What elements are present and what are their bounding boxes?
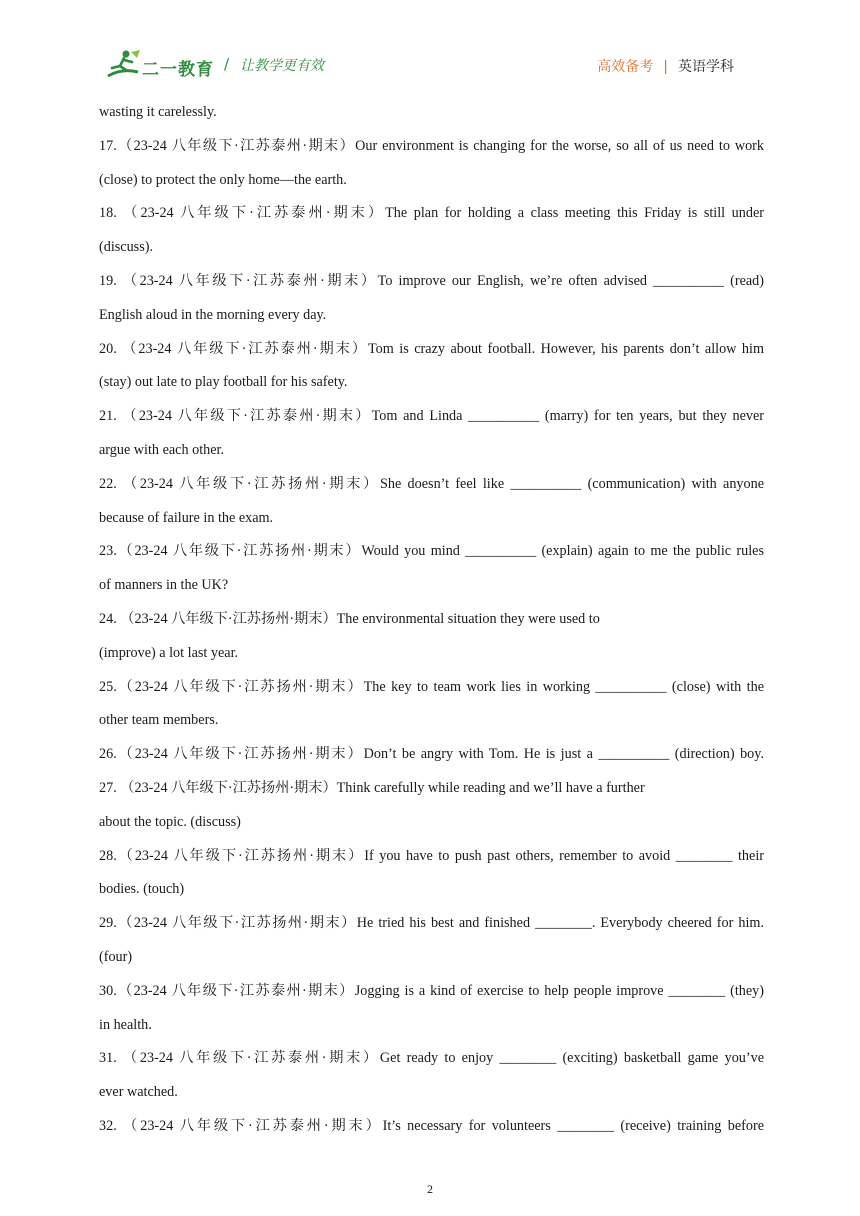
page-number: 2 — [427, 1182, 433, 1196]
text-line: 22. （23-24 八年级下·江苏扬州·期末）She doesn’t feel like __________ (communication) with anyone — [99, 475, 764, 492]
text-line: (improve) a lot last year. — [99, 644, 239, 661]
text-line: 20. （23-24 八年级下·江苏泰州·期末）Tom is crazy about football. However, his parents don’t allow him — [99, 340, 764, 357]
text-line: because of failure in the exam. — [99, 509, 274, 526]
brand-name: 二一教育 — [142, 60, 214, 80]
text-line: 25.（23-24 八年级下·江苏扬州·期末）The key to team work lies in working __________ (close) with the — [99, 678, 764, 695]
page-header — [0, 0, 860, 92]
runner-logo-icon — [104, 48, 144, 82]
header-right — [597, 56, 734, 76]
text-line: 21. （23-24 八年级下·江苏泰州·期末）Tom and Linda __________ (marry) for ten years, but they never — [99, 408, 764, 425]
text-line: (stay) out late to play football for his safety. — [99, 374, 348, 391]
text-line: 31. （23-24 八年级下·江苏泰州·期末）Get ready to enjoy ________ (exciting) basketball game you’ve — [99, 1050, 764, 1067]
text-line: (discuss). — [99, 239, 153, 256]
text-line: 24. （23-24 八年级下·江苏扬州·期末）The environmental situation they were used to — [99, 610, 600, 627]
text-line: 19. （23-24 八年级下·江苏泰州·期末）To improve our English, we’re often advised __________ (read) — [99, 272, 764, 289]
header-slash: / — [224, 55, 230, 73]
brand-slogan: 让教学更有效 — [240, 58, 324, 74]
text-line: of manners in the UK? — [99, 577, 229, 594]
text-line: (close) to protect the only home—the earth. — [99, 171, 347, 188]
text-line: 26.（23-24 八年级下·江苏扬州·期末）Don’t be angry with Tom. He is just a __________ (direction) boy. — [99, 746, 764, 763]
text-line: about the topic. (discuss) — [99, 813, 241, 830]
text-line: in health. — [99, 1016, 152, 1033]
header-tag: 高效备考 — [597, 59, 654, 75]
text-line: 28.（23-24 八年级下·江苏扬州·期末）If you have to push past others, remember to avoid ________ their — [99, 847, 764, 864]
text-line: argue with each other. — [99, 441, 225, 458]
text-line: 30.（23-24 八年级下·江苏泰州·期末）Jogging is a kind of exercise to help people improve ________ (they) — [99, 982, 764, 999]
exercise-list — [99, 96, 764, 1144]
text-line: 29.（23-24 八年级下·江苏扬州·期末）He tried his best and finished ________. Everybody cheered for him. — [99, 915, 764, 932]
header-subject: 英语学科 — [678, 59, 734, 75]
text-line: 27. （23-24 八年级下·江苏扬州·期末）Think carefully while reading and we’ll have a further — [99, 779, 645, 796]
text-line: English aloud in the morning every day. — [99, 306, 327, 323]
text-line: wasting it carelessly. — [99, 104, 217, 120]
text-line: ever watched. — [99, 1084, 178, 1101]
text-line: (four) — [99, 948, 133, 965]
text-line: 32. （23-24 八年级下·江苏泰州·期末）It’s necessary for volunteers ________ (receive) training before — [99, 1117, 764, 1134]
text-line: bodies. (touch) — [99, 881, 185, 898]
header-separator: | — [663, 59, 668, 75]
text-line: 17.（23-24 八年级下·江苏泰州·期末）Our environment is changing for the worse, so all of us need to work — [99, 137, 764, 154]
text-line: 23.（23-24 八年级下·江苏扬州·期末）Would you mind __________ (explain) again to me the public rules — [99, 543, 764, 560]
text-line: other team members. — [99, 712, 219, 729]
text-line: 18. （23-24 八年级下·江苏泰州·期末）The plan for holding a class meeting this Friday is still under — [99, 205, 764, 222]
